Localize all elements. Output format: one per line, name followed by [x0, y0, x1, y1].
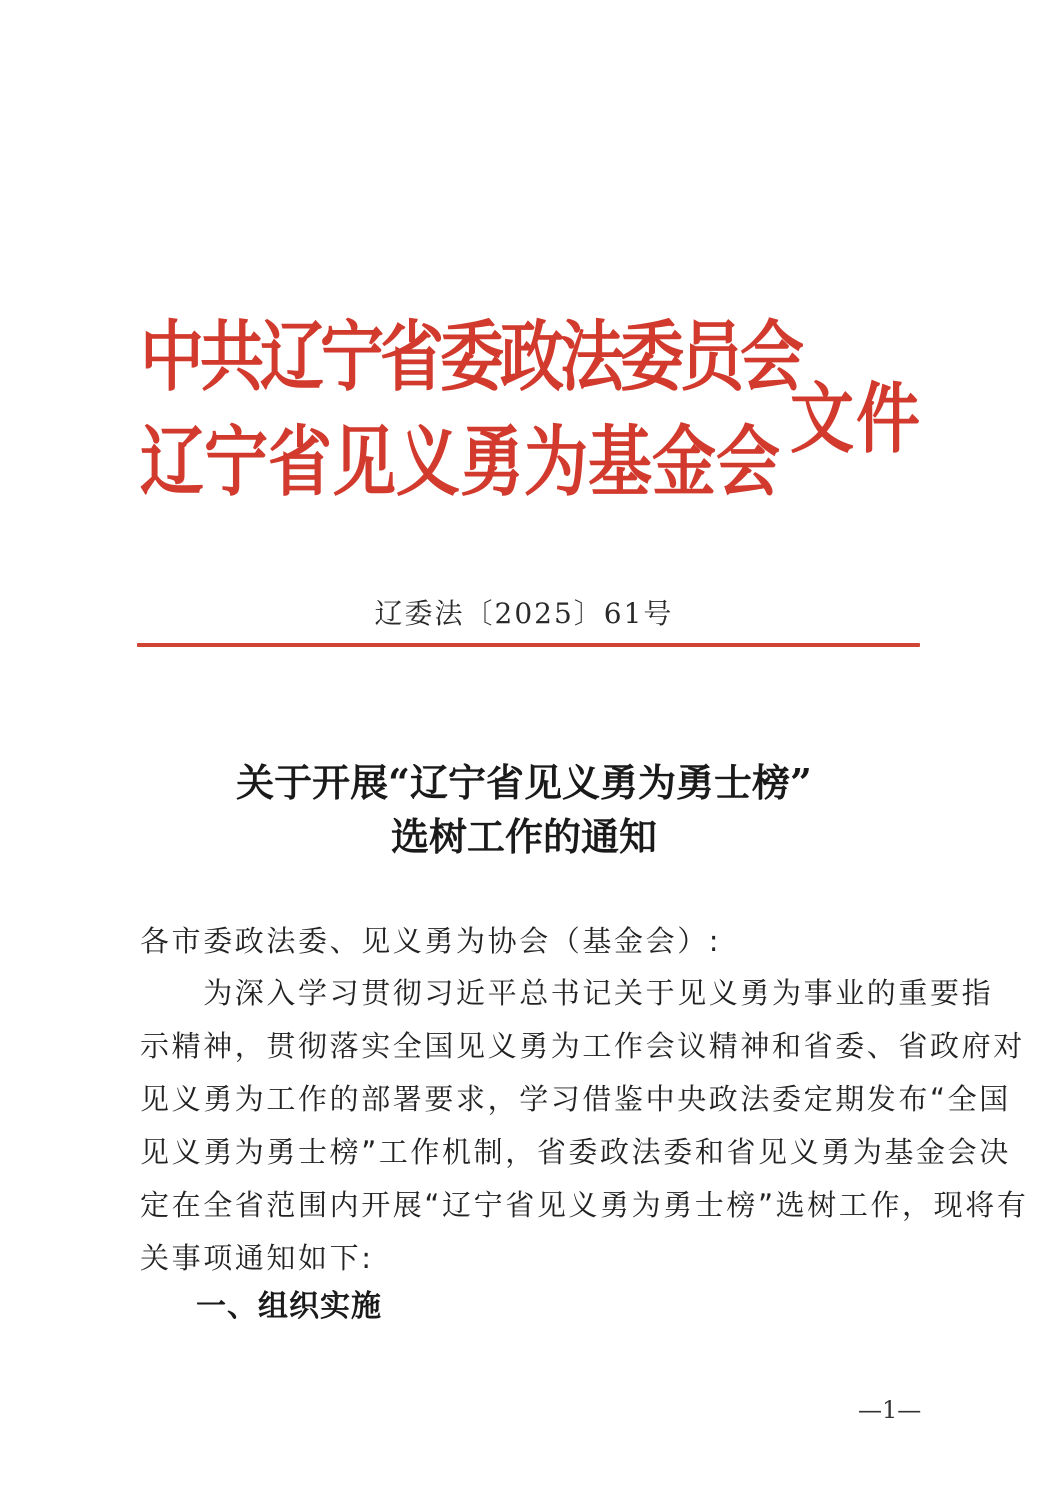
- section-heading: 一、组织实施: [196, 1289, 382, 1324]
- paragraph-line: 示精神，贯彻落实全国见义勇为工作会议精神和省委、省政府对: [140, 1029, 1025, 1063]
- red-separator-line: [137, 643, 920, 647]
- masthead-suffix: 文件: [790, 374, 922, 465]
- paragraph-line: 为深入学习贯彻习近平总书记关于见义勇为事业的重要指: [140, 976, 994, 1010]
- document-title-line-1: 关于开展“辽宁省见义勇为勇士榜”: [236, 760, 812, 805]
- page-number: —1—: [858, 1396, 922, 1424]
- paragraph-line: 关事项通知如下:: [140, 1241, 374, 1275]
- addressee: 各市委政法委、见义勇为协会（基金会）:: [140, 924, 722, 958]
- document-title-line-2: 选树工作的通知: [390, 814, 657, 859]
- paragraph-line: 定在全省范围内开展“辽宁省见义勇为勇士榜”选树工作，现将有: [140, 1188, 1029, 1222]
- paragraph-line: 见义勇为工作的部署要求，学习借鉴中央政法委定期发布“全国: [140, 1082, 1011, 1116]
- paragraph-line: 见义勇为勇士榜”工作机制，省委政法委和省见义勇为基金会决: [140, 1135, 1011, 1169]
- document-number: 辽委法〔2025〕61号: [374, 597, 674, 630]
- masthead-line-1: 中共辽宁省委政法委员会: [140, 312, 800, 403]
- masthead-line-2: 辽宁省见义勇为基金会: [140, 417, 780, 508]
